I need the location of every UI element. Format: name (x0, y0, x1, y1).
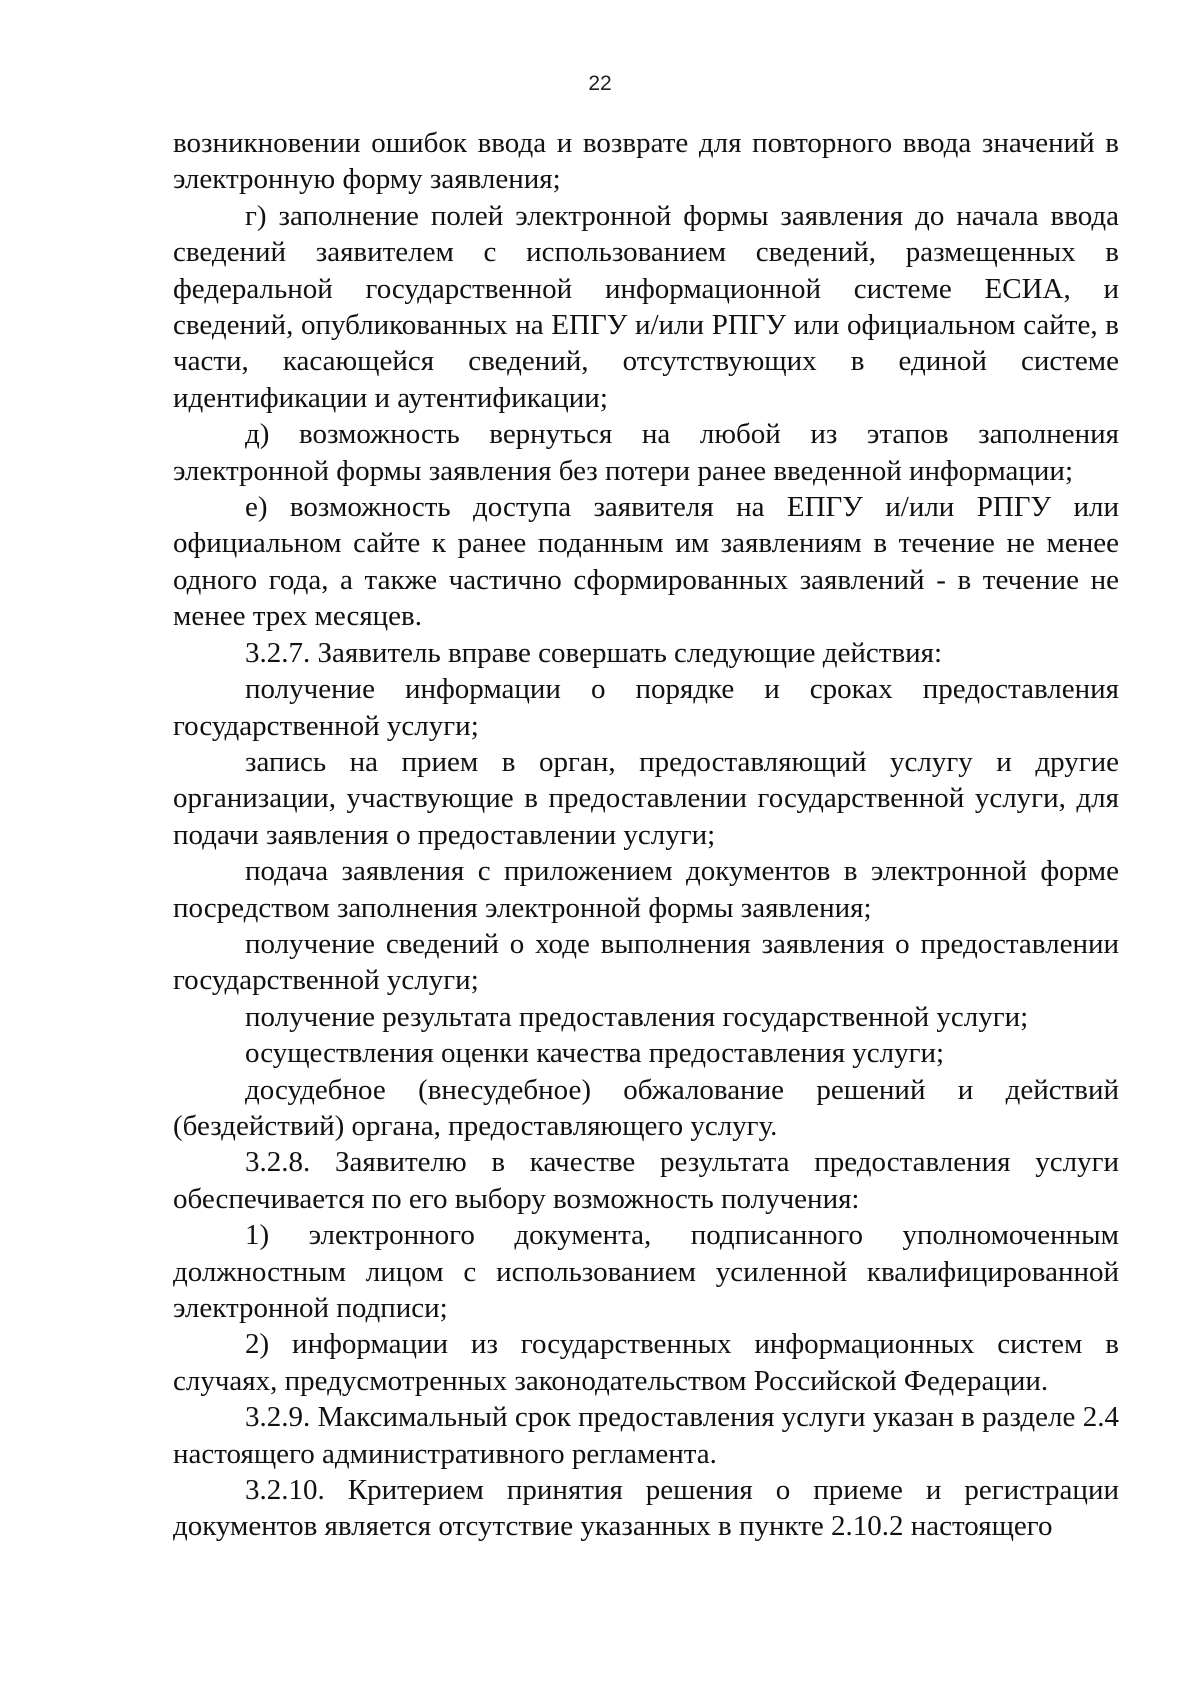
paragraph-continuation: возникновении ошибок ввода и возврате для повторного ввода значений в электронную форму заявления; (173, 127, 1119, 196)
paragraph-action-submission: подача заявления с приложением документов в электронной форме посредством заполнения электронной формы заявления; (173, 855, 1119, 924)
document-body (173, 125, 1119, 1545)
paragraph-item-d: д) возможность вернуться на любой из этапов заполнения электронной формы заявления без потери ранее введенной информации; (173, 418, 1119, 487)
paragraph-3-2-7: 3.2.7. Заявитель вправе совершать следующие действия: (245, 636, 943, 669)
paragraph-action-appeal: досудебное (внесудебное) обжалование решений и действий (бездействий) органа, предоставляющего услугу. (173, 1073, 1119, 1142)
paragraph-action-evaluation: осуществления оценки качества предоставления услуги; (245, 1037, 945, 1070)
paragraph-3-2-10: 3.2.10. Критерием принятия решения о приеме и регистрации документов является отсутствие указанных в пункте 2.10.2 настоящего (173, 1474, 1119, 1543)
paragraph-3-2-8: 3.2.8. Заявителю в качестве результата предоставления услуги обеспечивается по его выбору возможность получения: (173, 1146, 1119, 1215)
paragraph-3-2-9: 3.2.9. Максимальный срок предоставления услуги указан в разделе 2.4 настоящего административного регламента. (173, 1401, 1119, 1470)
paragraph-action-status: получение сведений о ходе выполнения заявления о предоставлении государственной услуги; (173, 927, 1119, 997)
paragraph-item-g: г) заполнение полей электронной формы заявления до начала ввода сведений заявителем с использованием сведений, размещенных в федеральной государственной информационной системе ЕСИА, и сведений, опубликованных на ЕПГУ и/или РПГУ или официальном сайте, в части, касающейся сведений, отсутствующих в единой системе идентификации и аутентификации; (173, 199, 1119, 414)
paragraph-action-result: получение результата предоставления государственной услуги; (245, 1000, 1029, 1033)
paragraph-result-2: 2) информации из государственных информационных систем в случаях, предусмотренных законодательством Российской Федерации. (173, 1328, 1119, 1397)
paragraph-action-info: получение информации о порядке и сроках предоставления государственной услуги; (173, 673, 1119, 742)
paragraph-result-1: 1) электронного документа, подписанного уполномоченным должностным лицом с использованием усиленной квалифицированной электронной подписи; (173, 1219, 1119, 1324)
page-number: 22 (588, 72, 612, 95)
paragraph-action-appointment: запись на прием в орган, предоставляющий услугу и другие организации, участвующие в предоставлении государственной услуги, для подачи заявления о предоставлении услуги; (173, 745, 1119, 851)
paragraph-item-e: е) возможность доступа заявителя на ЕПГУ и/или РПГУ или официальном сайте к ранее поданным им заявлениям в течение не менее одного года, а также частично сформированных заявлений - в течение не менее трех месяцев. (173, 491, 1119, 633)
